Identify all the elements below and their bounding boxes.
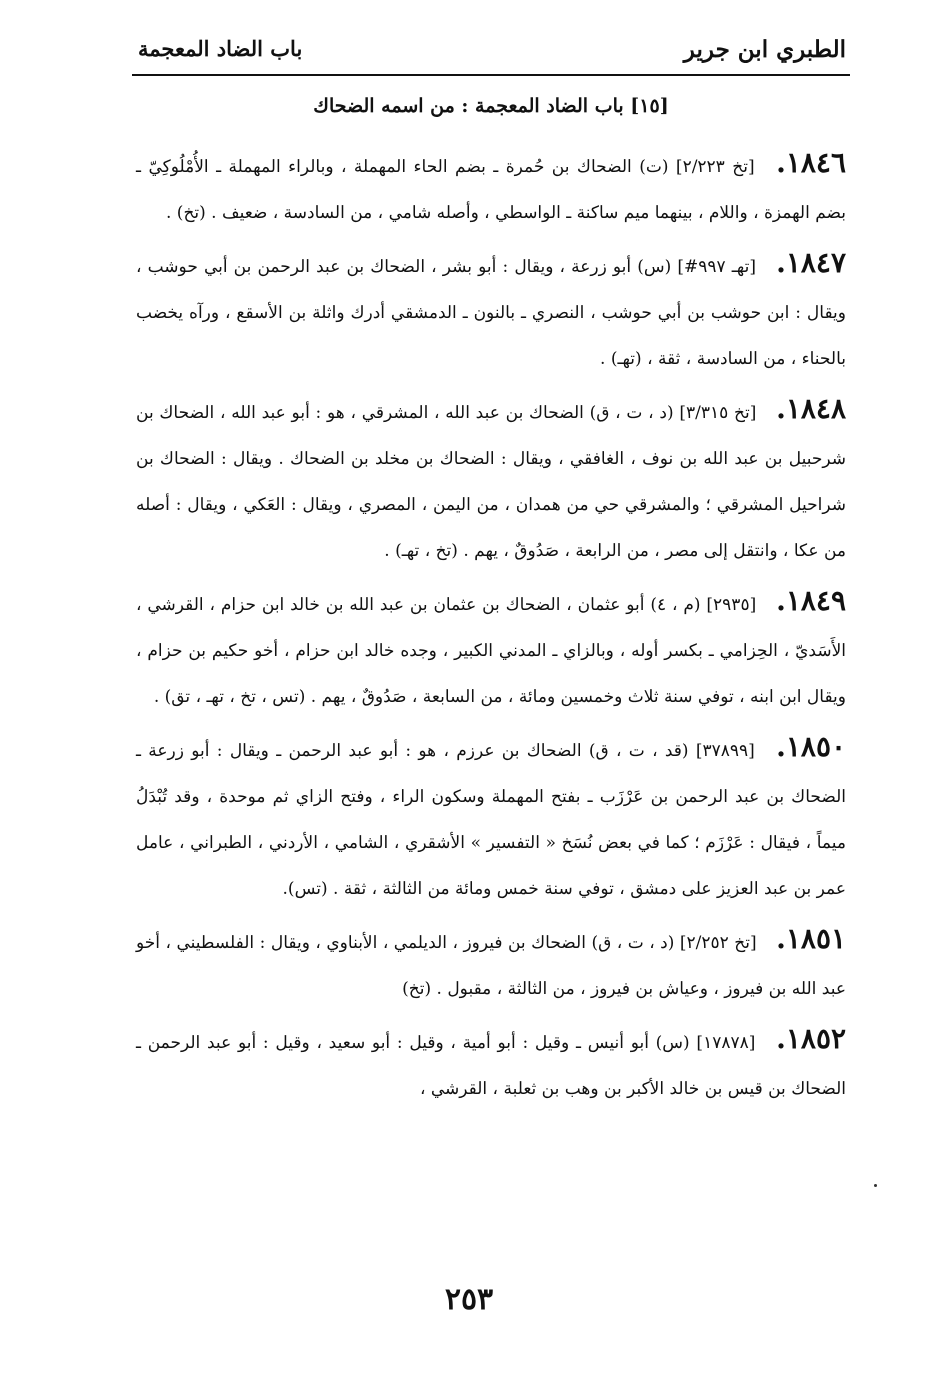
entry-text: [تخ ٣/٣١٥] (د ، ت ، ق) الضحاك بن عبد الله ، المشرقي ، هو : أبو عبد الله ، الضحاك بن شرحبيل بن عبد الله بن نوف ، الغافقي ، ويقال : الضحاك بن مخلد بن الضحاك . ويقال : الضحاك بن شراحيل المشرقي ؛ والمشرقي حي من همدان ، من اليمن ، المصري ، ويقال : العَكي ، ويقال : أصله من عكا ، وانتقل إلى مصر ، من الرابعة ، صَدُوقٌ ، يهم . (تخ ، تهـ) . (136, 403, 846, 561)
entry-text: [تخ ٢/٢٥٢] (د ، ت ، ق) الضحاك بن فيروز ، الديلمي ، الأبناوي ، ويقال : الفلسطيني ، أخو عبد الله بن فيروز ، وعياش بن فيروز ، من الثالثة ، مقبول . (تخ) (136, 933, 846, 999)
margin-dot (874, 1184, 877, 1187)
entry-number: ١٨٤٨. (776, 392, 846, 425)
entry-number: ١٨٥٢. (776, 1022, 847, 1055)
entry-text: [٢٩٣٥] (م ، ٤) أبو عثمان ، الضحاك بن عثمان بن عبد الله بن خالد ابن حزام ، القرشي ، الأَسَديّ ، الحِزامي ـ بكسر أوله ، وبالزاي ـ المدني الكبير ، وجده خالد ابن حزام ، أخو حكيم بن حزام ، ويقال ابن ابنه ، توفي سنة ثلاث وخمسين ومائة ، من السابعة ، صَدُوقٌ ، يهم . (تس ، تخ ، تهـ ، تق) . (136, 595, 846, 707)
running-header (132, 30, 850, 76)
entry-1848 (136, 386, 846, 574)
page-number: ٢٥٣ (444, 1282, 494, 1317)
entries-body (136, 140, 846, 1116)
entry-number: ١٨٥١. (776, 922, 847, 955)
entry-1851 (136, 916, 846, 1012)
entry-text: [١٧٨٧٨] (س) أبو أنيس ـ وقيل : أبو أمية ، وقيل : أبو سعيد ، وقيل : أبو عبد الرحمن ـ الضحاك بن قيس بن خالد الأكبر بن وهب بن ثعلبة ، القرشي ، (136, 1033, 846, 1099)
entry-1847 (136, 240, 846, 382)
entry-1849 (136, 578, 846, 720)
header-chapter-title: باب الضاد المعجمة (138, 36, 303, 61)
entry-1852 (136, 1016, 846, 1112)
entry-number: ١٨٤٧. (776, 246, 846, 279)
entry-text: [٣٧٨٩٩] (قد ، ت ، ق) الضحاك بن عرزم ، هو : أبو عبد الرحمن ـ ويقال : أبو زرعة ـ الضحاك بن عبد الرحمن بن عَرْزَب ـ بفتح المهملة وسكون الراء ، وفتح الزاي ثم موحدة ، وقد تُبْدَلُ ميماً ، فيقال : عَرْزَم ؛ كما في بعض نُسَخ « التفسير » الأشقري ، الشامي ، الأردني ، الطبراني ، عامل عمر بن عبد العزيز على دمشق ، توفي سنة خمس ومائة من الثالثة ، ثقة . (تس). (136, 741, 846, 899)
entry-number: ١٨٤٦. (776, 146, 846, 179)
entry-text: [تخ ٢/٢٢٣] (ت) الضحاك بن حُمرة ـ بضم الحاء المهملة ، وبالراء المهملة ـ الأُمْلُوكِيّ ـ بضم الهمزة ، واللام ، بينهما ميم ساكنة ـ الواسطي ، وأصله شامي ، من السادسة ، ضعيف . (تخ) . (136, 157, 846, 223)
entry-1846 (136, 140, 846, 236)
entry-1850 (136, 724, 846, 912)
entry-number: ١٨٤٩. (776, 584, 846, 617)
header-book-title: الطبري ابن جرير (683, 36, 846, 63)
entry-number: ١٨٥٠. (776, 730, 847, 763)
chapter-title: [١٥] باب الضاد المعجمة : من اسمه الضحاك (313, 95, 669, 117)
entry-text: [تهـ ٩٩٧#] (س) أبو زرعة ، ويقال : أبو بشر ، الضحاك بن عبد الرحمن بن أبي حوشب ، ويقال : ابن حوشب بن أبي حوشب ، النصري ـ بالنون ـ الدمشقي أدرك واثلة بن الأسقع ، ورآه يخضب بالحناء ، من السادسة ، ثقة ، (تهـ) . (136, 257, 846, 369)
